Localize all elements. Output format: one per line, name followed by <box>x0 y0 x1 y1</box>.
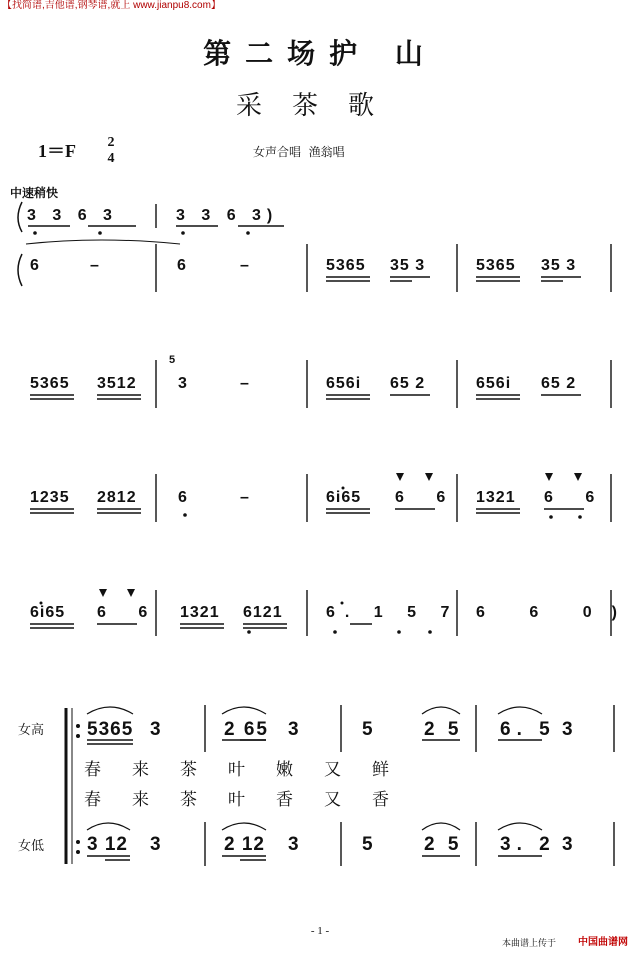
measure-notes: 1321 <box>476 489 516 506</box>
measure-notes: 65 2 <box>390 375 426 392</box>
soprano-notes: 5 <box>362 719 374 740</box>
measure-notes: 1321 <box>180 604 220 621</box>
soprano-notes: 2 65 <box>224 719 269 740</box>
soprano-notes: 3 <box>562 719 574 740</box>
performers-note: 女声合唱 渔翁唱 <box>253 145 345 159</box>
accent-marks <box>99 473 582 597</box>
soprano-notes: 3 <box>288 719 300 740</box>
intro-lower-note: 6 <box>177 257 187 274</box>
alto-notes: 2 12 <box>224 834 265 855</box>
grace-note: 5 <box>169 354 176 366</box>
intro-upper-measure: 3 3 6 3 <box>27 207 118 224</box>
measure-notes: 35 3 <box>390 257 426 274</box>
measure-notes: 656i <box>326 375 362 392</box>
measure-notes: 656i <box>476 375 512 392</box>
page-number: - 1 - <box>310 925 330 937</box>
measure-notes: 2812 <box>97 489 137 506</box>
alto-notes: 3 <box>562 834 574 855</box>
measure-notes: 5365 <box>326 257 366 274</box>
repeat-dots <box>76 724 80 854</box>
measure-notes: 3 <box>178 375 188 392</box>
soprano-label: 女高 <box>18 723 45 738</box>
lyrics-verse-2: 春来茶叶香又香 <box>84 790 420 810</box>
alto-notes: 3 <box>288 834 300 855</box>
measure-notes: 3512 <box>97 375 137 392</box>
measure-notes: 6i65 <box>326 489 362 506</box>
lyrics-verse-1: 春来茶叶嫩又鲜 <box>84 760 420 780</box>
site-banner[interactable]: 【找简谱,吉他谱,钢琴谱,就上 www.jianpu8.com】 <box>2 0 221 11</box>
soprano-notes: 3 <box>150 719 162 740</box>
measure-notes: – <box>240 489 250 506</box>
song-subtitle: 采茶歌 <box>235 91 404 121</box>
measure-notes: 6 6 <box>395 489 460 506</box>
rhythm-underlines <box>28 226 584 860</box>
alto-notes: 3 12 <box>87 834 128 855</box>
intro-lower-note: – <box>90 257 100 274</box>
alto-notes: 5 <box>362 834 374 855</box>
intro-lower-note: 6 <box>30 257 40 274</box>
soprano-notes: 5365 <box>87 719 134 740</box>
alto-notes: 3 <box>150 834 162 855</box>
measure-notes: 6 6 <box>97 604 162 621</box>
alto-notes: 2 5 <box>424 834 463 855</box>
intro-upper-measure: 3 3 6 3) <box>176 207 279 224</box>
time-signature-top: 2 <box>107 135 115 150</box>
measure-notes: 6 6 <box>544 489 609 506</box>
barlines <box>156 204 614 866</box>
alto-label: 女低 <box>18 839 45 854</box>
tempo-marking: 中速稍快 <box>10 186 59 200</box>
measure-notes: 1235 <box>30 489 70 506</box>
system-brace <box>18 202 72 864</box>
phrase-slurs <box>87 707 542 830</box>
measure-notes: – <box>240 375 250 392</box>
soprano-notes: 6. 5 <box>500 719 556 740</box>
measure-notes: 6 6 0) <box>476 604 637 621</box>
slur <box>26 240 180 244</box>
alto-notes: 3. 2 <box>500 834 556 855</box>
measure-notes: 5365 <box>30 375 70 392</box>
site-logo[interactable]: 中国曲谱网 <box>578 937 628 948</box>
upload-credit: 本曲谱上传于 <box>502 939 557 949</box>
measure-notes: 6121 <box>243 604 283 621</box>
soprano-notes: 2 5 <box>424 719 463 740</box>
measure-notes: 6. 1 5 7 <box>326 604 460 621</box>
measure-notes: 6i65 <box>30 604 66 621</box>
measure-notes: 35 3 <box>541 257 577 274</box>
intro-lower-note: – <box>240 257 250 274</box>
measure-notes: 6 <box>178 489 188 506</box>
time-signature-bottom: 4 <box>107 151 115 166</box>
key-signature: 1＝F <box>38 141 76 161</box>
measure-notes: 65 2 <box>541 375 577 392</box>
measure-notes: 5365 <box>476 257 516 274</box>
page-title: 第二场护 山 <box>203 37 437 70</box>
